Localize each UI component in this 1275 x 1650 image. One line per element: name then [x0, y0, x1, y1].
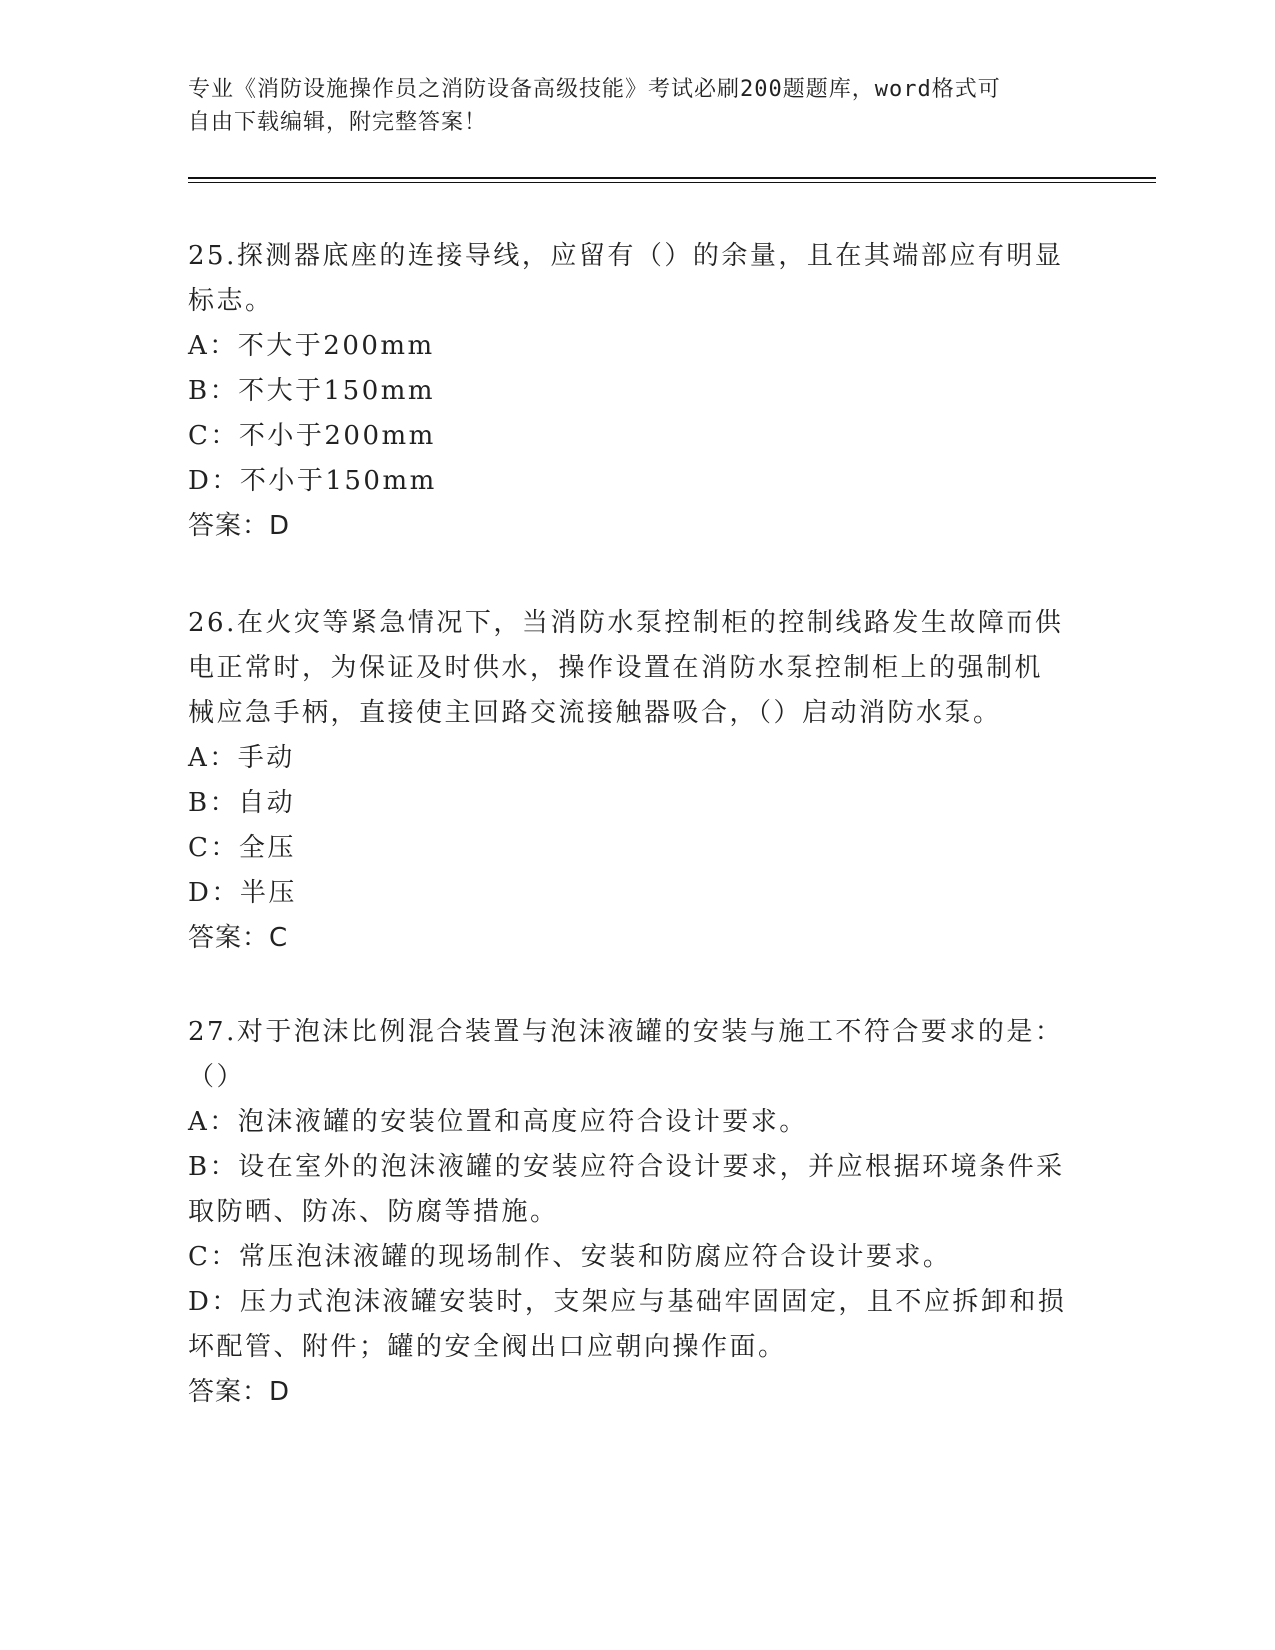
option-b: B：自动 [188, 788, 296, 818]
header-line-2: 自由下载编辑，附完整答案！ [188, 110, 488, 135]
question-stem-line: 25.探测器底座的连接导线，应留有（）的余量，且在其端部应有明显 [188, 241, 1064, 271]
answer: 答案：C [188, 923, 289, 953]
header-divider-bottom [188, 182, 1156, 183]
question-26 [188, 601, 1088, 961]
question-stem-line: 械应急手柄，直接使主回路交流接触器吸合，（）启动消防水泵。 [188, 698, 1002, 728]
option-b: B：设在室外的泡沫液罐的安装应符合设计要求，并应根据环境条件采 [188, 1152, 1065, 1182]
question-25 [188, 234, 1088, 549]
header-divider-top [188, 177, 1156, 179]
answer: 答案：D [188, 511, 291, 541]
option-b: B：不大于150mm [188, 376, 436, 406]
question-stem-line: 26.在火灾等紧急情况下，当消防水泵控制柜的控制线路发生故障而供 [188, 608, 1064, 638]
question-stem-line: （） [188, 1062, 246, 1092]
option-b-continued: 取防晒、防冻、防腐等措施。 [188, 1197, 559, 1227]
option-d: D：不小于150mm [188, 466, 437, 496]
option-c: C：不小于200mm [188, 421, 436, 451]
header-line-1: 专业《消防设施操作员之消防设备高级技能》考试必刷200题题库，word格式可 [188, 77, 1001, 102]
option-a: A：泡沫液罐的安装位置和高度应符合设计要求。 [188, 1107, 808, 1137]
option-d: D：压力式泡沫液罐安装时，支架应与基础牢固固定，且不应拆卸和损 [188, 1287, 1067, 1317]
option-a: A：手动 [188, 743, 295, 773]
document-header [188, 73, 1068, 139]
question-stem-line: 标志。 [188, 286, 274, 316]
option-c: C：全压 [188, 833, 296, 863]
question-27 [188, 1010, 1088, 1415]
question-stem-line: 27.对于泡沫比例混合装置与泡沫液罐的安装与施工不符合要求的是： [188, 1017, 1064, 1047]
option-c: C：常压泡沫液罐的现场制作、安装和防腐应符合设计要求。 [188, 1242, 952, 1272]
question-stem-line: 电正常时，为保证及时供水，操作设置在消防水泵控制柜上的强制机 [188, 653, 1044, 683]
answer: 答案：D [188, 1377, 291, 1407]
option-d-continued: 坏配管、附件；罐的安全阀出口应朝向操作面。 [188, 1332, 787, 1362]
option-d: D：半压 [188, 878, 297, 908]
option-a: A：不大于200mm [188, 331, 435, 361]
